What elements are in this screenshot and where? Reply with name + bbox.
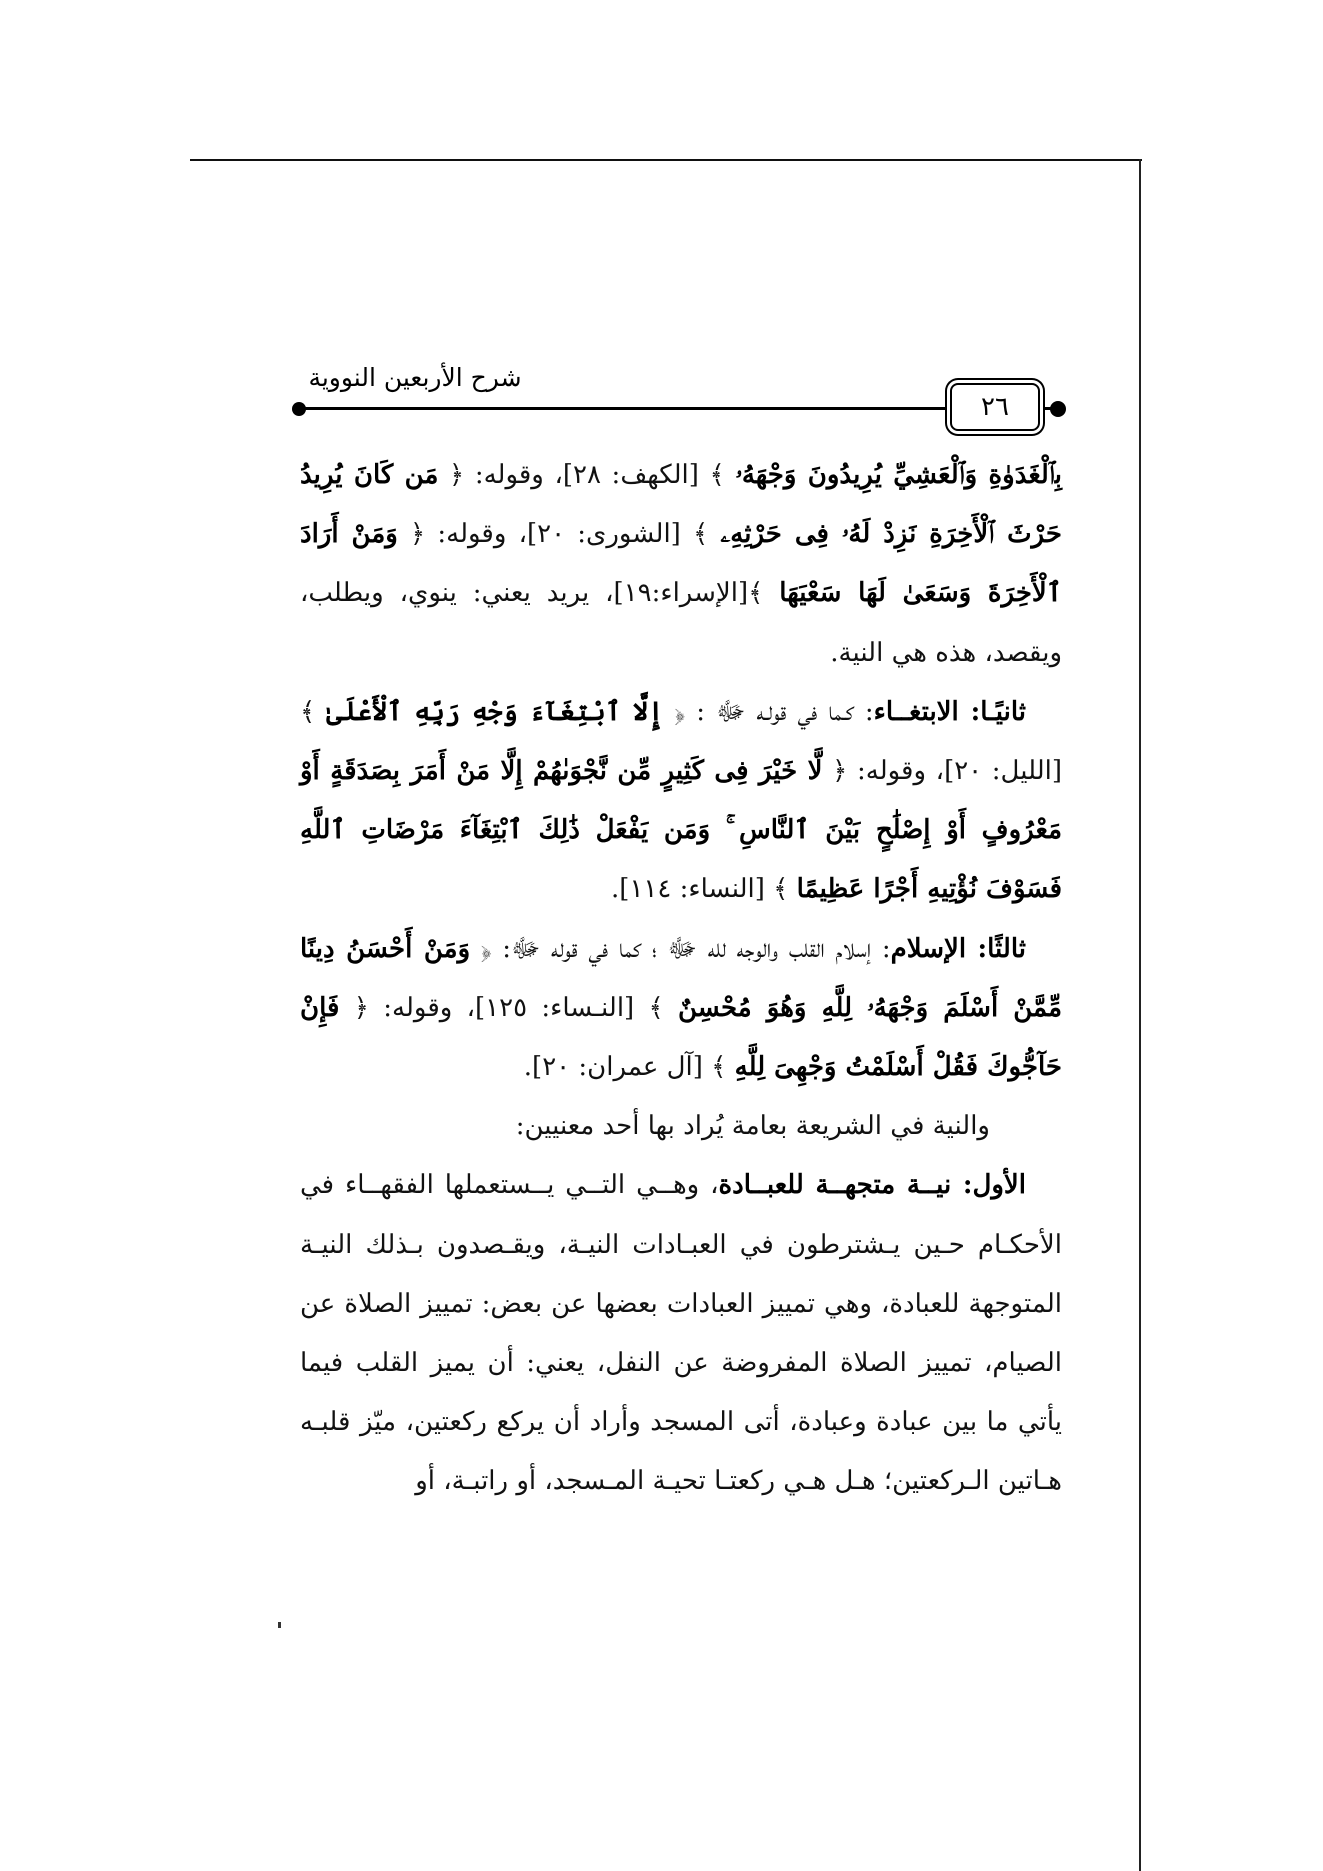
quran-quote: لَّا خَيْرَ فِى كَثِيرٍ مِّن نَّجْوَىٰهُمْ إِلَّا مَنْ أَمَرَ بِصَدَقَةٍ أَوْ مَعْرُوفٍ أَوْ إِصْلَٰحٍ بَيْنَ ٱلنَّاسِ ۚ وَمَن يَفْعَلْ ذَٰلِكَ ٱبْتِغَآءَ مَرْضَاتِ ٱللَّهِ فَسَوْفَ نُؤْتِيهِ أَجْرًا عَظِيمًا xyxy=(300,756,1062,905)
text-run: ﴾ [الليل: ٢٠]، وقوله: ﴿ xyxy=(300,696,1062,787)
text-run: ﴾ [النـساء: ١٢٥]، وقوله: ﴿ xyxy=(339,992,679,1023)
quran-quote: وَمَنْ أَحْسَنُ دِينًا مِّمَّنْ أَسْلَمَ وَجْهَهُۥ لِلَّهِ وَهُوَ مُحْسِنٌ xyxy=(300,933,1062,1023)
header-rule xyxy=(300,407,1060,410)
scan-speck xyxy=(278,1622,281,1628)
quran-quote: فَإِنْ حَآجُّوكَ فَقُلْ أَسْلَمْتُ وَجْهِىَ لِلَّهِ xyxy=(300,992,1062,1083)
header-rule-ornament-right xyxy=(1050,401,1066,417)
page-number: ٢٦ xyxy=(981,392,1009,422)
text-run: ، وهــي التــي يــستعملها الفقهــاء في الأحكـام حـين يـشترطون في العبـادات النيـة، ويقـصدون بـذلك النيـة المتوجهة للعبادة، وهي تمييز العبادات بعضها عن بعض: تمييز الصلاة عن الصيام، تمييز الصلاة المفروضة عن النفل، يعني: أن يميز القلب فيما يأتي ما بين عبادة وعبادة، أتى المسجد وأراد أن يركع ركعتين، ميّز قلبـه هـاتين الـركعتين؛ هـل هـي ركعتـا تحيـة المـسجد، أو راتبـة، أو xyxy=(300,1170,1062,1497)
running-title: شرح الأربعين النووية xyxy=(308,363,522,392)
quran-quote: مَن كَانَ يُرِيدُ حَرْثَ ٱلْأَخِرَةِ نَزِدْ لَهُۥ فِى حَرْثِهِۦ xyxy=(300,460,1062,550)
bold-heading: ثالثًا: الإسلام xyxy=(890,933,1026,964)
text-run: ﴾ [الشورى: ٢٠]، وقوله: ﴿ xyxy=(397,519,721,550)
text-run: : إسلام القلب والوجه لله ﷻ ؛ كما في قوله ﷻ: ﴿ xyxy=(470,933,891,964)
header-rule-ornament-left xyxy=(292,402,306,416)
paragraph-2 xyxy=(300,683,1062,920)
bold-heading: ثانيًـا: الابتغــاء xyxy=(873,696,1026,727)
paragraph-3 xyxy=(300,920,1062,1098)
text-run: ﴾ [النساء: ١١٤]. xyxy=(611,874,797,905)
text-run: ﴾ [آل عمران: ٢٠]. xyxy=(523,1052,735,1083)
quran-quote: وَمَنْ أَرَادَ ٱلْأَخِرَةَ وَسَعَىٰ لَهَا سَعْيَهَا xyxy=(300,519,1062,609)
quran-quote: بِٱلْغَدَوٰةِ وَٱلْعَشِيِّ يُرِيدُونَ وَجْهَهُۥ xyxy=(735,460,1062,490)
scan-border-right xyxy=(1139,159,1141,1871)
page-body xyxy=(300,446,1062,1512)
text-run: : كـما في قولـه ﷻ : ﴿ xyxy=(663,696,874,727)
paragraph-1 xyxy=(300,446,1062,683)
paragraph-4 xyxy=(300,1097,1062,1156)
text-run: ﴾ [الكهف: ٢٨]، وقوله: ﴿ xyxy=(438,460,736,490)
text-run: ﴾[الإسراء:١٩]، يريد يعني: ينوي، ويطلب، ويقصد، هذه هي النية. xyxy=(300,578,1062,668)
bold-heading: الأول: نيــة متجهــة للعبــادة xyxy=(718,1170,1026,1201)
text-run: والنية في الشريعة بعامة يُراد بها أحد معنيين: xyxy=(515,1111,990,1142)
paragraph-5 xyxy=(300,1156,1062,1511)
quran-quote: إِلَّا ٱبْتِغَآءَ وَجْهِ رَبِّهِ ٱلْأَعْلَىٰ xyxy=(326,696,664,727)
scan-border-top xyxy=(190,159,1142,161)
